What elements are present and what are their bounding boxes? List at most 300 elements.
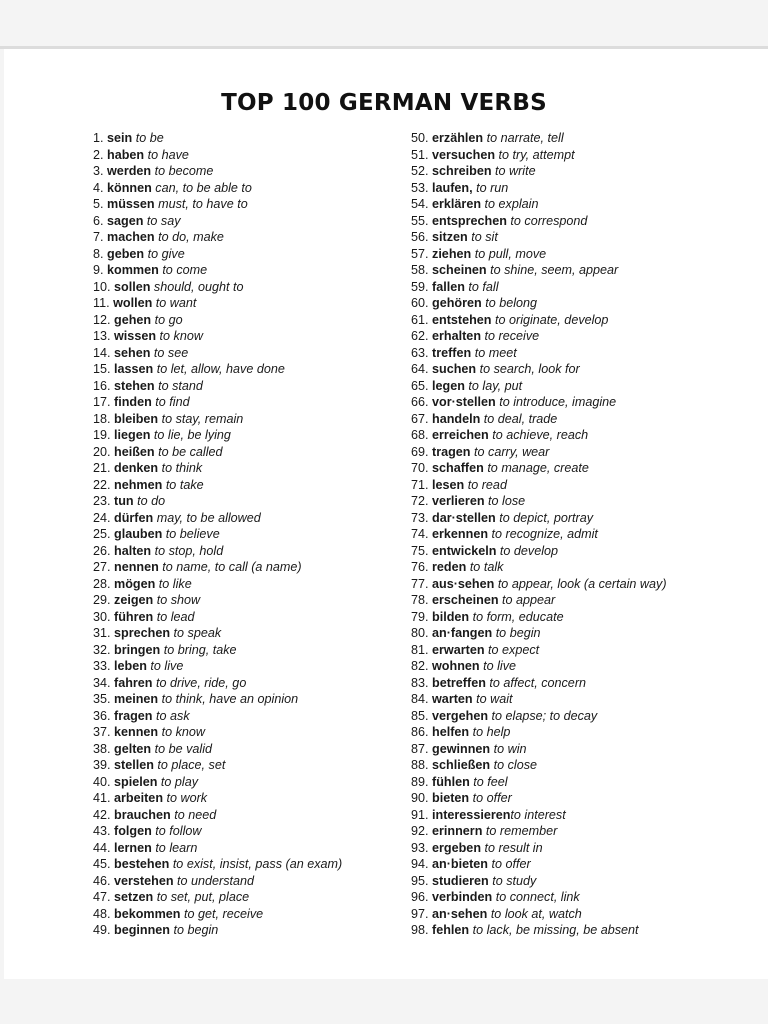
german-verb: stehen (114, 378, 155, 393)
german-verb: kennen (114, 725, 159, 739)
german-verb: vergehen (432, 708, 489, 723)
verb-entry (411, 922, 741, 939)
german-verb: wollen (113, 296, 153, 310)
german-verb: setzen (114, 890, 154, 904)
german-verb: dar·stellen (432, 510, 496, 525)
verb-entry (411, 576, 741, 593)
verb-entry (93, 477, 393, 494)
verb-entry (411, 411, 741, 428)
verb-number: 23. (93, 494, 111, 508)
german-verb: brauchen (114, 807, 171, 822)
verb-number: 55. (411, 213, 429, 228)
german-verb: denken (114, 461, 159, 475)
english-meaning: to say (146, 213, 181, 228)
verb-list-left-column (93, 130, 393, 939)
english-meaning: to search, look for (479, 362, 580, 376)
german-verb: gelten (114, 741, 152, 756)
verb-entry (411, 130, 741, 147)
english-meaning: to introduce, imagine (499, 395, 617, 409)
verb-entry (411, 592, 741, 609)
verb-number: 58. (411, 263, 429, 277)
english-meaning: to lead (156, 609, 195, 624)
verb-entry (411, 873, 741, 890)
english-meaning: must, to have to (158, 197, 248, 211)
verb-entry (93, 906, 393, 923)
verb-number: 86. (411, 725, 429, 739)
verb-number: 52. (411, 164, 429, 178)
verb-number: 34. (93, 675, 111, 690)
verb-entry (411, 295, 741, 312)
verb-number: 70. (411, 461, 429, 475)
verb-entry (93, 823, 393, 840)
english-meaning: to elapse; to decay (491, 708, 598, 723)
verb-entry (411, 345, 741, 362)
german-verb: stellen (114, 758, 154, 772)
verb-entry (93, 807, 393, 824)
german-verb: arbeiten (114, 791, 164, 805)
verb-entry (93, 856, 393, 873)
english-meaning: to look at, watch (490, 906, 582, 921)
english-meaning: to be called (158, 444, 223, 459)
verb-number: 89. (411, 774, 429, 789)
verb-entry (411, 312, 741, 329)
verb-entry (411, 163, 741, 180)
english-meaning: to live (483, 659, 516, 673)
verb-entry (411, 493, 741, 510)
english-meaning: to understand (177, 873, 255, 888)
verb-number: 28. (93, 576, 111, 591)
verb-number: 47. (93, 890, 111, 904)
german-verb: treffen (432, 345, 472, 360)
verb-entry (93, 526, 393, 543)
german-verb: gewinnen (432, 741, 491, 756)
english-meaning: to give (147, 246, 185, 261)
verb-number: 15. (93, 362, 111, 376)
german-verb: heißen (114, 444, 155, 459)
verb-number: 83. (411, 675, 429, 690)
english-meaning: to bring, take (163, 642, 237, 657)
verb-number: 24. (93, 510, 111, 525)
verb-entry (411, 262, 741, 279)
german-verb: machen (107, 230, 155, 244)
verb-entry (93, 724, 393, 741)
english-meaning: to sit (471, 230, 498, 244)
english-meaning: to drive, ride, go (156, 675, 247, 690)
verb-number: 27. (93, 560, 111, 574)
verb-entry (93, 411, 393, 428)
german-verb: legen (432, 378, 465, 393)
english-meaning: to read (467, 477, 507, 492)
verb-number: 18. (93, 411, 111, 426)
verb-number: 72. (411, 494, 429, 508)
verb-number: 12. (93, 312, 111, 327)
german-verb: bekommen (114, 906, 181, 921)
verb-entry (93, 213, 393, 230)
verb-number: 97. (411, 906, 429, 921)
verb-entry (93, 246, 393, 263)
german-verb: erwarten (432, 642, 485, 657)
german-verb: fallen (432, 279, 465, 294)
verb-entry (93, 592, 393, 609)
verb-number: 11. (93, 296, 110, 310)
english-meaning: to develop (499, 543, 559, 558)
english-meaning: to lay, put (468, 378, 523, 393)
german-verb: lesen (432, 477, 465, 492)
verb-entry (93, 708, 393, 725)
german-verb: interessieren (432, 807, 511, 822)
english-meaning: to begin (495, 626, 541, 640)
verb-entry (411, 906, 741, 923)
english-meaning: to remember (485, 824, 558, 838)
german-verb: scheinen (432, 263, 487, 277)
verb-number: 41. (93, 791, 111, 805)
verb-number: 57. (411, 246, 429, 261)
verb-entry (93, 922, 393, 939)
verb-number: 8. (93, 246, 104, 261)
verb-number: 32. (93, 642, 111, 657)
verb-entry (411, 526, 741, 543)
verb-number: 65. (411, 378, 429, 393)
verb-entry (93, 873, 393, 890)
english-meaning: to be (135, 131, 164, 145)
english-meaning: to need (174, 807, 217, 822)
english-meaning: to belong (485, 296, 538, 310)
verb-number: 82. (411, 659, 429, 673)
english-meaning: to win (493, 741, 527, 756)
verb-number: 19. (93, 428, 111, 442)
verb-number: 79. (411, 609, 429, 624)
german-verb: verbinden (432, 890, 493, 904)
verb-entry (93, 493, 393, 510)
english-meaning: to let, allow, have done (156, 362, 285, 376)
german-verb: vor·stellen (432, 395, 496, 409)
verb-entry (411, 790, 741, 807)
english-meaning: to interest (510, 807, 566, 822)
german-verb: bieten (432, 791, 470, 805)
verb-list-right-column (411, 130, 741, 939)
verb-number: 51. (411, 147, 429, 162)
german-verb: erreichen (432, 428, 489, 442)
verb-entry (93, 642, 393, 659)
verb-number: 4. (93, 180, 104, 195)
verb-entry (411, 279, 741, 296)
german-verb: ziehen (432, 246, 472, 261)
verb-entry (93, 262, 393, 279)
english-meaning: to have (147, 147, 189, 162)
english-meaning: to appear (502, 593, 556, 607)
verb-number: 68. (411, 428, 429, 442)
german-verb: an·bieten (432, 857, 488, 871)
verb-number: 66. (411, 395, 429, 409)
verb-entry (93, 180, 393, 197)
verb-number: 29. (93, 593, 111, 607)
verb-entry (411, 180, 741, 197)
verb-number: 77. (411, 576, 429, 591)
verb-number: 5. (93, 197, 104, 211)
german-verb: fühlen (432, 774, 470, 789)
english-meaning: to do, make (158, 230, 224, 244)
german-verb: kommen (107, 263, 159, 277)
english-meaning: to place, set (157, 758, 226, 772)
german-verb: zeigen (114, 593, 154, 607)
verb-entry (411, 856, 741, 873)
verb-number: 22. (93, 477, 111, 492)
verb-number: 40. (93, 774, 111, 789)
verb-number: 73. (411, 510, 429, 525)
verb-entry (93, 328, 393, 345)
german-verb: betreffen (432, 675, 486, 690)
verb-entry (93, 130, 393, 147)
german-verb: erkennen (432, 527, 489, 541)
verb-number: 44. (93, 840, 111, 855)
verb-entry (411, 691, 741, 708)
verb-number: 2. (93, 147, 104, 162)
german-verb: reden (432, 560, 467, 574)
verb-entry (411, 757, 741, 774)
german-verb: führen (114, 609, 154, 624)
verb-entry (93, 675, 393, 692)
english-meaning: to manage, create (487, 461, 589, 475)
german-verb: wissen (114, 329, 157, 343)
german-verb: handeln (432, 411, 481, 426)
verb-number: 59. (411, 279, 429, 294)
verb-number: 38. (93, 741, 111, 756)
german-verb: tragen (432, 444, 471, 459)
english-meaning: to carry, wear (474, 444, 550, 459)
verb-entry (411, 559, 741, 576)
english-meaning: to run (476, 180, 509, 195)
english-meaning: to go (154, 312, 183, 327)
german-verb: schreiben (432, 164, 492, 178)
verb-entry (93, 625, 393, 642)
verb-number: 33. (93, 659, 111, 673)
verb-entry (411, 394, 741, 411)
english-meaning: to appear, look (a certain way) (497, 576, 667, 591)
verb-number: 71. (411, 477, 429, 492)
verb-number: 9. (93, 263, 104, 277)
german-verb: haben (107, 147, 145, 162)
verb-entry (411, 675, 741, 692)
english-meaning: to learn (155, 840, 198, 855)
english-meaning: to find (155, 395, 190, 409)
german-verb: lernen (114, 840, 152, 855)
german-verb: entsprechen (432, 213, 507, 228)
verb-entry (411, 543, 741, 560)
english-meaning: to talk (469, 560, 504, 574)
german-verb: liegen (114, 428, 151, 442)
english-meaning: to help (472, 725, 511, 739)
verb-number: 75. (411, 543, 429, 558)
verb-entry (93, 790, 393, 807)
verb-entry (411, 510, 741, 527)
verb-number: 16. (93, 378, 111, 393)
page-title: TOP 100 GERMAN VERBS (221, 90, 547, 116)
german-verb: meinen (114, 692, 159, 706)
verb-entry (411, 840, 741, 857)
verb-number: 80. (411, 626, 429, 640)
verb-number: 42. (93, 807, 111, 822)
verb-entry (93, 510, 393, 527)
english-meaning: to affect, concern (489, 675, 587, 690)
verb-entry (93, 378, 393, 395)
english-meaning: to want (155, 296, 197, 310)
verb-number: 54. (411, 197, 429, 211)
verb-entry (411, 378, 741, 395)
verb-number: 92. (411, 824, 429, 838)
german-verb: geben (107, 246, 145, 261)
english-meaning: to live (150, 659, 184, 673)
german-verb: sein (107, 131, 133, 145)
german-verb: warten (432, 692, 473, 706)
german-verb: bilden (432, 609, 470, 624)
english-meaning: can, to be able to (155, 180, 252, 195)
verb-entry (411, 460, 741, 477)
german-verb: bleiben (114, 411, 159, 426)
english-meaning: to come (162, 263, 208, 277)
verb-number: 69. (411, 444, 429, 459)
verb-entry (411, 246, 741, 263)
verb-number: 81. (411, 642, 429, 657)
german-verb: versuchen (432, 147, 496, 162)
german-verb: erhalten (432, 329, 482, 343)
german-verb: glauben (114, 527, 163, 541)
verb-entry (93, 361, 393, 378)
verb-number: 87. (411, 741, 429, 756)
verb-entry (411, 229, 741, 246)
german-verb: erinnern (432, 824, 483, 838)
english-meaning: to think (161, 461, 203, 475)
german-verb: entstehen (432, 312, 492, 327)
english-meaning: to see (153, 345, 189, 360)
english-meaning: to name, to call (a name) (162, 560, 302, 574)
english-meaning: to exist, insist, pass (an exam) (172, 857, 343, 871)
verb-number: 35. (93, 692, 111, 706)
verb-entry (411, 328, 741, 345)
verb-number: 95. (411, 873, 429, 888)
verb-entry (411, 724, 741, 741)
verb-entry (93, 609, 393, 626)
english-meaning: to wait (476, 692, 513, 706)
german-verb: fehlen (432, 923, 470, 937)
german-verb: beginnen (114, 923, 170, 937)
german-verb: nehmen (114, 477, 163, 492)
german-verb: ergeben (432, 840, 482, 855)
german-verb: fahren (114, 675, 153, 690)
german-verb: erklären (432, 197, 482, 211)
german-verb: schließen (432, 758, 491, 772)
verb-entry (93, 757, 393, 774)
english-meaning: to know (161, 725, 206, 739)
english-meaning: to close (493, 758, 538, 772)
verb-entry (93, 543, 393, 560)
english-meaning: to originate, develop (495, 312, 609, 327)
verb-number: 46. (93, 873, 111, 888)
german-verb: nennen (114, 560, 159, 574)
verb-entry (93, 196, 393, 213)
german-verb: lassen (114, 362, 154, 376)
verb-number: 39. (93, 758, 111, 772)
verb-entry (93, 427, 393, 444)
german-verb: finden (114, 395, 152, 409)
german-verb: erscheinen (432, 593, 499, 607)
verb-entry (93, 840, 393, 857)
verb-entry (411, 147, 741, 164)
english-meaning: to shine, seem, appear (490, 263, 619, 277)
english-meaning: to deal, trade (483, 411, 558, 426)
english-meaning: to get, receive (184, 906, 264, 921)
german-verb: halten (114, 543, 152, 558)
english-meaning: to write (495, 164, 536, 178)
verb-entry (411, 823, 741, 840)
verb-number: 20. (93, 444, 111, 459)
english-meaning: to play (160, 774, 199, 789)
verb-entry (93, 460, 393, 477)
verb-number: 62. (411, 329, 429, 343)
verb-number: 63. (411, 345, 429, 360)
english-meaning: to stand (158, 378, 203, 393)
verb-number: 21. (93, 461, 111, 475)
verb-number: 26. (93, 543, 111, 558)
english-meaning: to depict, portray (499, 510, 594, 525)
german-verb: an·fangen (432, 626, 493, 640)
english-meaning: to pull, move (474, 246, 547, 261)
english-meaning: to be valid (154, 741, 213, 756)
verb-number: 6. (93, 213, 104, 228)
german-verb: folgen (114, 824, 152, 838)
english-meaning: to recognize, admit (491, 527, 598, 541)
german-verb: studieren (432, 873, 489, 888)
english-meaning: to do (137, 494, 166, 508)
verb-number: 50. (411, 131, 429, 145)
english-meaning: to offer (491, 857, 531, 871)
verb-entry (411, 807, 741, 824)
german-verb: sagen (107, 213, 144, 228)
verb-entry (93, 741, 393, 758)
verb-entry (93, 691, 393, 708)
german-verb: gehen (114, 312, 152, 327)
english-meaning: to know (159, 329, 203, 343)
verb-number: 31. (93, 626, 111, 640)
german-verb: helfen (432, 725, 470, 739)
verb-entry (411, 213, 741, 230)
verb-number: 13. (93, 329, 111, 343)
english-meaning: to correspond (510, 213, 588, 228)
german-verb: bringen (114, 642, 161, 657)
english-meaning: to believe (165, 527, 220, 541)
german-verb: wohnen (432, 659, 480, 673)
german-verb: bestehen (114, 857, 170, 871)
english-meaning: to narrate, tell (486, 131, 564, 145)
german-verb: suchen (432, 362, 477, 376)
english-meaning: to think, have an opinion (161, 692, 299, 706)
verb-number: 85. (411, 708, 429, 723)
german-verb: sprechen (114, 626, 171, 640)
verb-number: 88. (411, 758, 429, 772)
verb-entry (93, 394, 393, 411)
verb-number: 17. (93, 395, 111, 409)
german-verb: dürfen (114, 510, 154, 525)
english-meaning: to set, put, place (156, 890, 250, 904)
german-verb: leben (114, 659, 147, 673)
german-verb: sehen (114, 345, 151, 360)
english-meaning: to connect, link (495, 890, 580, 904)
german-verb: verlieren (432, 494, 485, 508)
german-verb: gehören (432, 296, 482, 310)
english-meaning: to stay, remain (161, 411, 244, 426)
verb-number: 56. (411, 230, 429, 244)
verb-entry (93, 774, 393, 791)
verb-number: 74. (411, 527, 429, 541)
